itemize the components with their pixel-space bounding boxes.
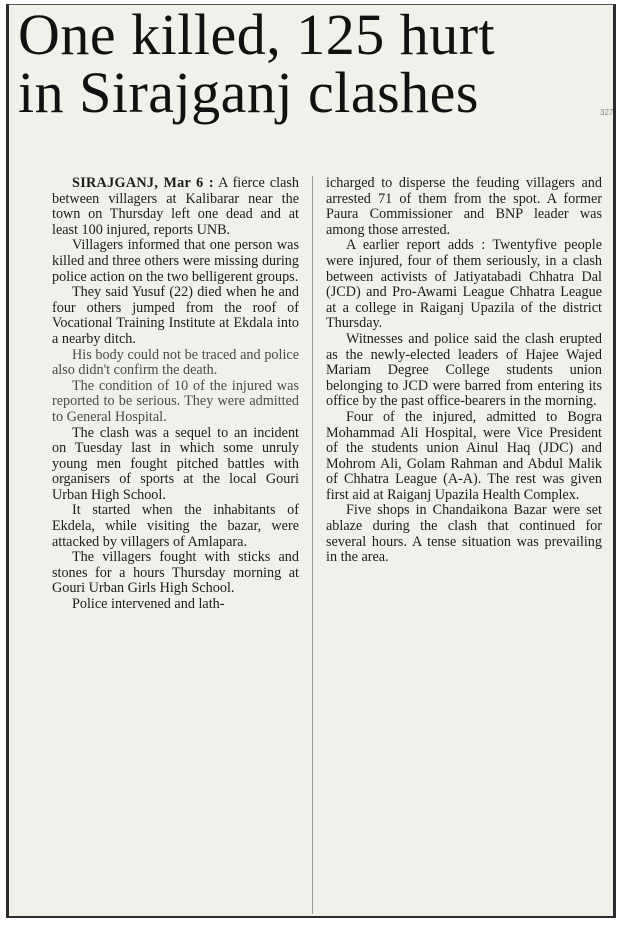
dateline: SIRAJGANJ, Mar 6 : bbox=[72, 175, 214, 191]
column-divider bbox=[312, 176, 313, 914]
article-paragraph: They said Yusuf (22) died when he and four others jumped from the roof of Vocational Training Institute at Ekdala into a nearby ditch. bbox=[52, 284, 299, 347]
article-paragraph: Five shops in Chandaikona Bazar were set ablaze during the clash that continued for several hours. A tense situation was prevailing in the area. bbox=[326, 502, 602, 566]
article-paragraph: The clash was a sequel to an incident on Tuesday last in which some unruly young men fought pitched battles with organisers of sports at the local Gouri Urban High School. bbox=[52, 424, 299, 503]
article-paragraph: Police intervened and lath- bbox=[72, 596, 225, 613]
page-margin-mark: 327 bbox=[600, 108, 614, 117]
article-paragraph: SIRAJGANJ, Mar 6 : A fierce clash between villagers at Kalibarar near the town on Thursday left one dead and at least 100 injured, reports UNB. bbox=[52, 175, 299, 238]
headline-line-1: One killed, 125 hurt bbox=[18, 2, 496, 67]
article-paragraph: His body could not be traced and police also didn't confirm the death. bbox=[52, 346, 299, 379]
article-paragraph: It started when the inhabitants of Ekdela, while visiting the bazar, were attacked by villagers of Amlapara. bbox=[52, 502, 299, 550]
article-column-right bbox=[326, 176, 602, 566]
article-paragraph: Four of the injured, admitted to Bogra Mohammad Ali Hospital, were Vice President of the students union Ainul Haq (JDC) and Mohrom Ali, Golam Rahman and Abdul Malik of Chhatra League (A-A). The rest was given first aid at Raiganj Upazila Health Complex. bbox=[326, 408, 602, 503]
article-paragraph: Villagers informed that one person was killed and three others were missing during police action on the two belligerent groups. bbox=[52, 237, 299, 285]
article-paragraph: Witnesses and police said the clash erupted as the newly-elected leaders of Hajee Wajed Mariam Degree College students union belonging to JCD were barred from entering its office by the past office-bearers in the morning. bbox=[326, 330, 602, 410]
article-column-left bbox=[52, 176, 299, 613]
headline bbox=[18, 2, 598, 125]
article-paragraph: icharged to disperse the feuding villagers and arrested 71 of them from the spot. A former Paura Commissioner and BNP leader was among those arrested. bbox=[326, 175, 602, 238]
article-paragraph: The condition of 10 of the injured was reported to be serious. They were admitted to General Hospital. bbox=[52, 377, 299, 425]
article-paragraph: The villagers fought with sticks and stones for a hours Thursday morning at Gouri Urban Girls High School. bbox=[52, 549, 299, 597]
article-paragraph: A earlier report adds : Twentyfive people were injured, four of them seriously, in a clash between activists of Jatiyatabadi Chhatra Dal (JCD) and Pro-Awami League Chhatra League at a college in Raiganj Upazila of the district Thursday. bbox=[326, 237, 602, 332]
headline-line-2: in Sirajganj clashes bbox=[18, 60, 480, 125]
